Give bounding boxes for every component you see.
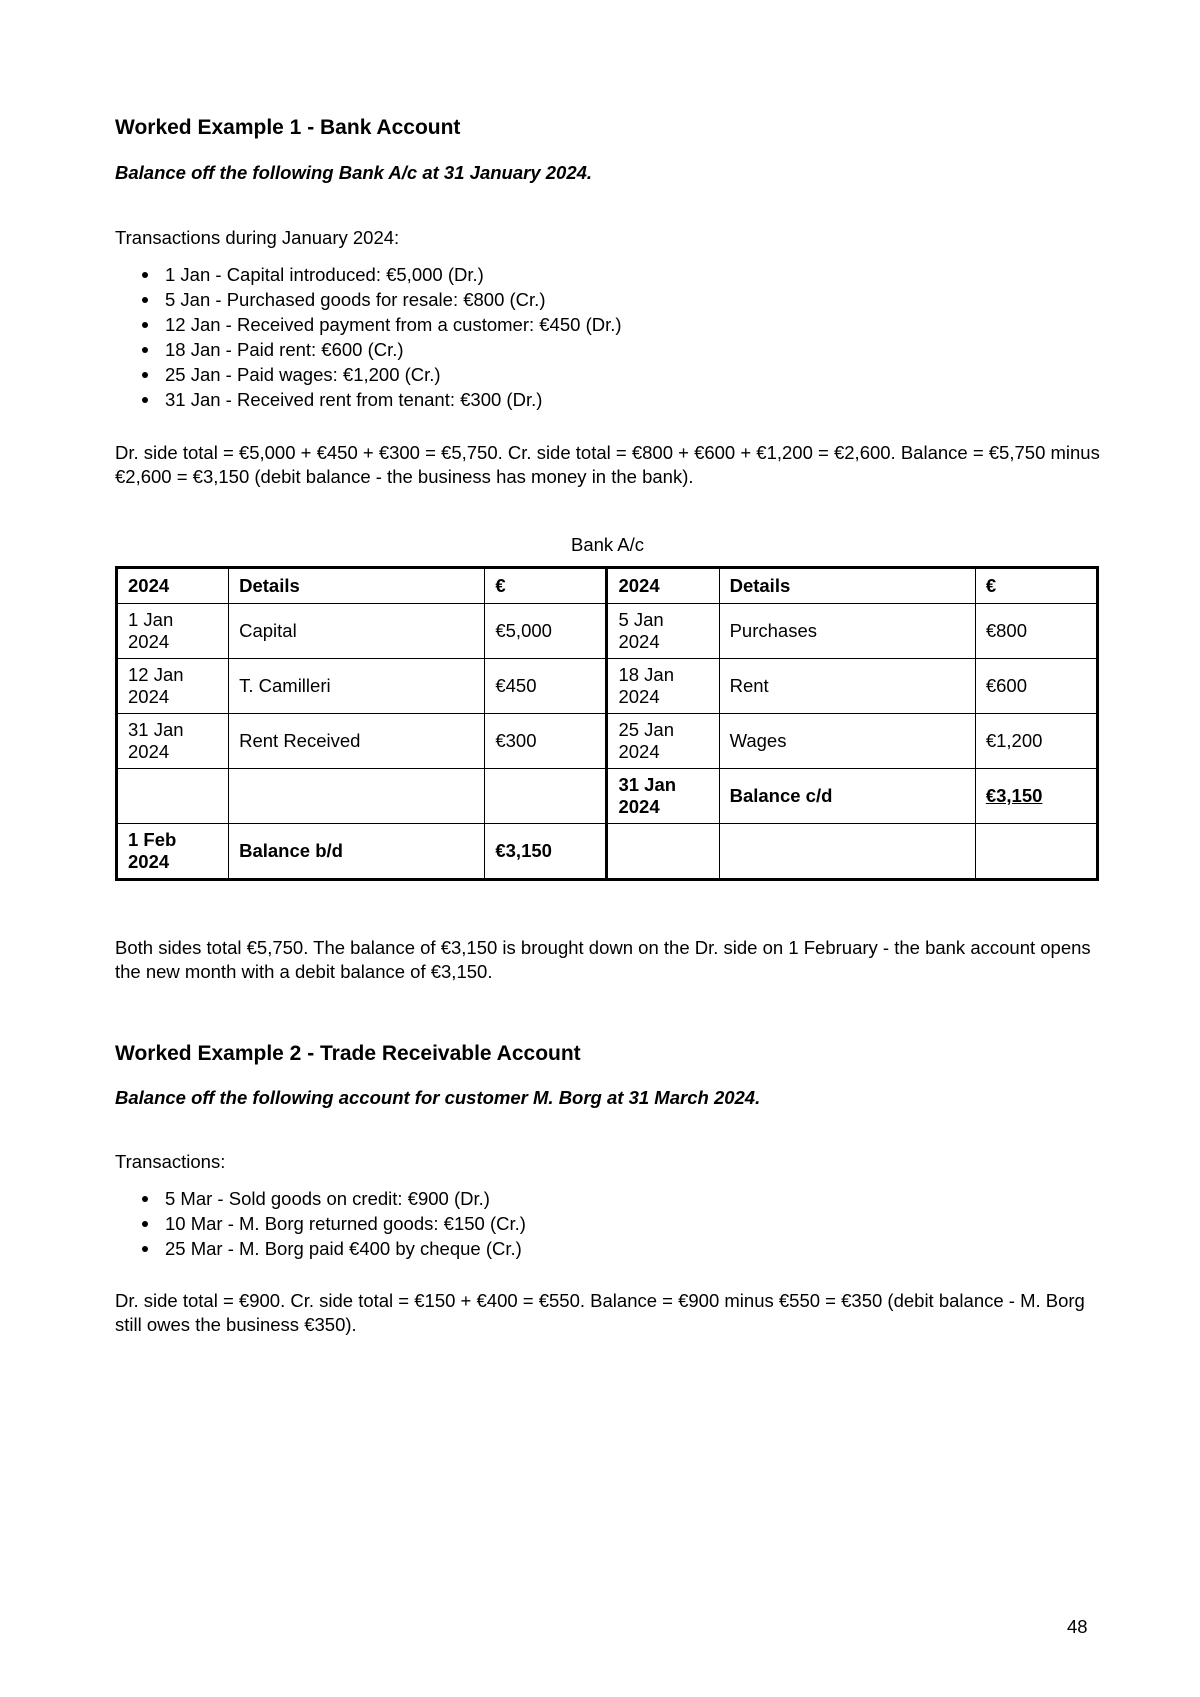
table-cell: Rent Received [229, 714, 485, 769]
transaction-text: 12 Jan - Received payment from a customer: €450 (Dr.) [165, 314, 622, 335]
transaction-text: 25 Mar - M. Borg paid €400 by cheque (Cr.) [165, 1238, 522, 1259]
transaction-text: 5 Jan - Purchased goods for resale: €800 (Cr.) [165, 289, 546, 310]
list-item [115, 362, 622, 387]
bullet-icon [142, 1221, 148, 1227]
bullet-icon [142, 322, 148, 328]
table-cell: €800 [975, 604, 1097, 659]
table-cell [117, 769, 229, 824]
transaction-text: 31 Jan - Received rent from tenant: €300 (Dr.) [165, 389, 543, 410]
example1-conclusion: Both sides total €5,750. The balance of €3,150 is brought down on the Dr. side on 1 February - the bank account opens the new month with a debit balance of €3,150. [115, 937, 1091, 982]
table-caption: Bank A/c [570, 534, 644, 555]
table-cell: 12 Jan 2024 [117, 659, 229, 714]
table-cell: T. Camilleri [229, 659, 485, 714]
table-row [117, 604, 1098, 659]
list-item [115, 312, 622, 337]
table-cell: Rent [719, 659, 975, 714]
table-row [117, 714, 1098, 769]
table-row [117, 769, 1098, 824]
list-item [115, 287, 622, 312]
list-item [115, 262, 622, 287]
table-row [117, 659, 1098, 714]
example2-instruction: Balance off the following account for customer M. Borg at 31 March 2024. [115, 1087, 761, 1108]
example2-transactions-intro: Transactions: [115, 1151, 226, 1172]
transaction-text: 18 Jan - Paid rent: €600 (Cr.) [165, 339, 404, 360]
header-details-cr: Details [719, 568, 975, 604]
table-header-row [117, 568, 1098, 604]
table-cell: €600 [975, 659, 1097, 714]
table-cell [719, 824, 975, 880]
bank-account-table [115, 566, 1099, 881]
transaction-text: 10 Mar - M. Borg returned goods: €150 (Cr.) [165, 1213, 526, 1234]
example1-working: Dr. side total = €5,000 + €450 + €300 = €5,750. Cr. side total = €800 + €600 + €1,200 = €2,600. Balance = €5,750 minus €2,600 = €3,150 (debit balance - the business has money in the bank). [115, 442, 1100, 487]
example2-heading: Worked Example 2 - Trade Receivable Account [115, 1042, 581, 1065]
example1-heading: Worked Example 1 - Bank Account [115, 116, 461, 139]
page-number: 48 [1067, 1616, 1088, 1637]
example1-instruction: Balance off the following Bank A/c at 31 January 2024. [115, 162, 593, 183]
table-cell: 1 Jan 2024 [117, 604, 229, 659]
header-details-dr: Details [229, 568, 485, 604]
table-cell [607, 824, 719, 880]
bullet-icon [142, 347, 148, 353]
example1-transactions-intro: Transactions during January 2024: [115, 227, 400, 248]
example2-transaction-list [115, 1186, 526, 1261]
table-cell: Wages [719, 714, 975, 769]
bullet-icon [142, 1246, 148, 1252]
table-cell: 25 Jan 2024 [607, 714, 719, 769]
table-row [117, 824, 1098, 880]
bullet-icon [142, 372, 148, 378]
table-cell: 31 Jan 2024 [607, 769, 719, 824]
bullet-icon [142, 297, 148, 303]
list-item [115, 1211, 526, 1236]
example2-working: Dr. side total = €900. Cr. side total = €150 + €400 = €550. Balance = €900 minus €550 = €350 (debit balance - M. Borg still owes the business €350). [115, 1290, 1085, 1335]
list-item [115, 337, 622, 362]
table-cell: 1 Feb 2024 [117, 824, 229, 880]
bullet-icon [142, 397, 148, 403]
table-cell: €450 [485, 659, 607, 714]
table-cell: €1,200 [975, 714, 1097, 769]
list-item [115, 387, 622, 412]
table-cell: €3,150 [485, 824, 607, 880]
table-cell [975, 769, 1097, 824]
table-cell [975, 824, 1097, 880]
header-date-cr: 2024 [607, 568, 719, 604]
transaction-text: 1 Jan - Capital introduced: €5,000 (Dr.) [165, 264, 484, 285]
table-cell [229, 769, 485, 824]
list-item [115, 1236, 526, 1261]
table-cell: Balance c/d [719, 769, 975, 824]
table-cell [485, 769, 607, 824]
table-cell: €5,000 [485, 604, 607, 659]
bullet-icon [142, 272, 148, 278]
header-date-dr: 2024 [117, 568, 229, 604]
table-cell: 18 Jan 2024 [607, 659, 719, 714]
table-cell: Capital [229, 604, 485, 659]
table-cell: 5 Jan 2024 [607, 604, 719, 659]
table-cell: Balance b/d [229, 824, 485, 880]
header-amount-cr: € [975, 568, 1097, 604]
balance-cd-amount: €3,150 [985, 785, 1043, 806]
table-cell: Purchases [719, 604, 975, 659]
example1-transaction-list [115, 262, 622, 412]
table-cell: 31 Jan 2024 [117, 714, 229, 769]
transaction-text: 25 Jan - Paid wages: €1,200 (Cr.) [165, 364, 441, 385]
header-amount-dr: € [485, 568, 607, 604]
bullet-icon [142, 1196, 148, 1202]
list-item [115, 1186, 526, 1211]
transaction-text: 5 Mar - Sold goods on credit: €900 (Dr.) [165, 1188, 490, 1209]
table-cell: €300 [485, 714, 607, 769]
